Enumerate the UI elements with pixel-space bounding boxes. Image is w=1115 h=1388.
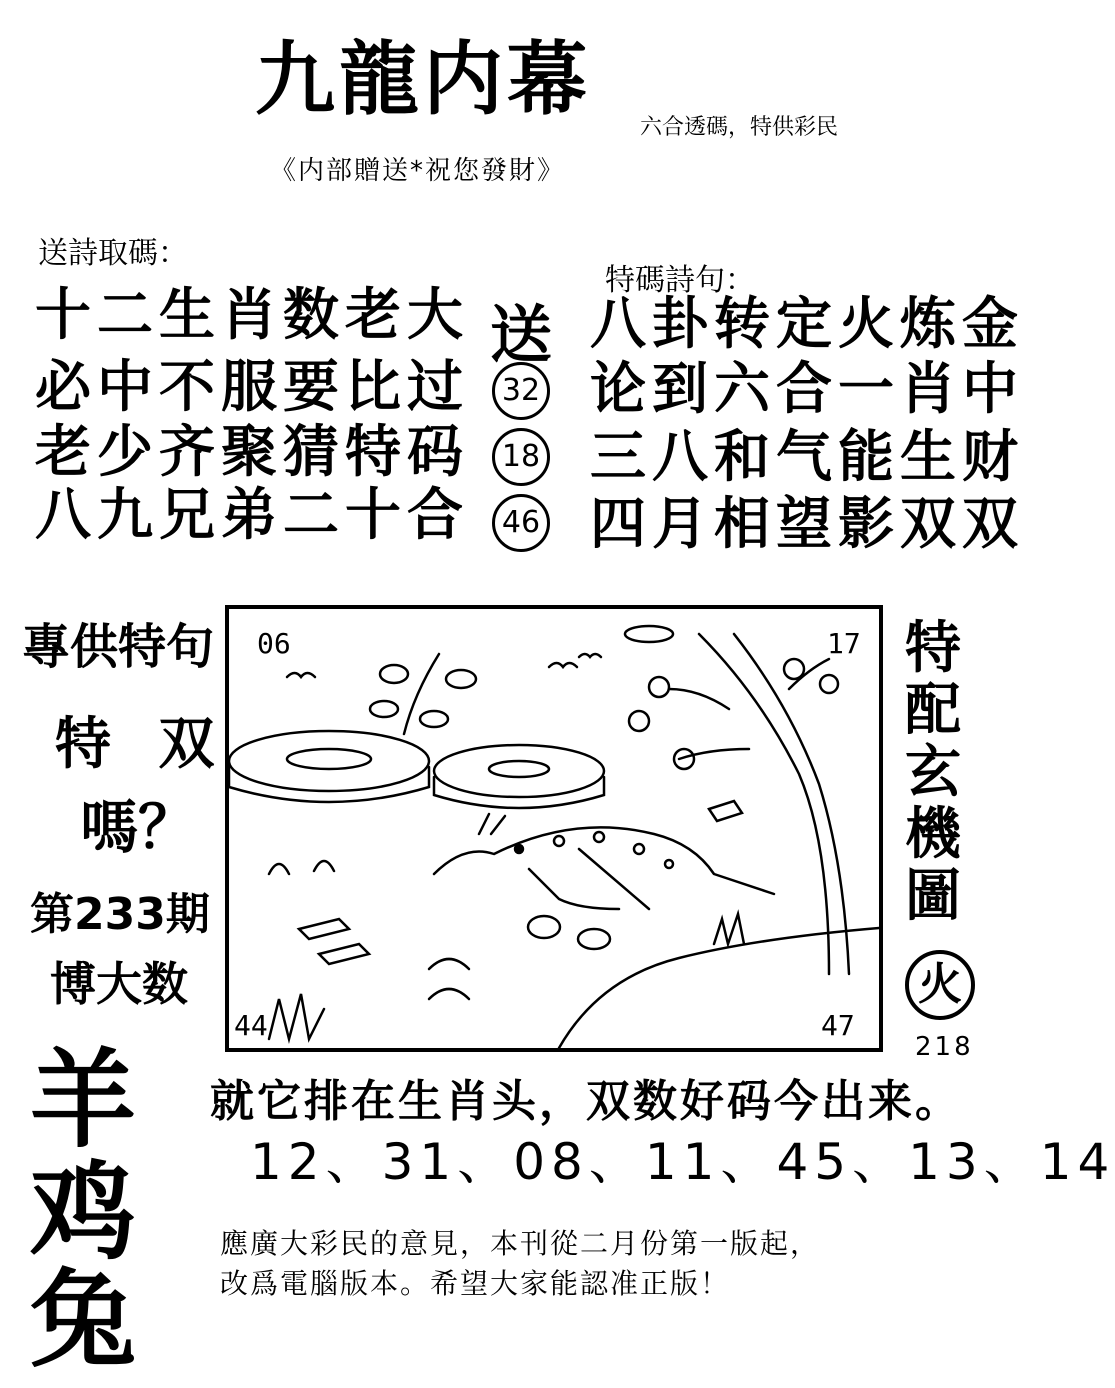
bird-icon bbox=[579, 654, 601, 657]
fruit bbox=[629, 711, 649, 731]
small-flame bbox=[269, 861, 334, 874]
stone-disc bbox=[229, 731, 429, 791]
grass bbox=[269, 994, 324, 1039]
paper-scroll bbox=[709, 801, 742, 821]
vertical-char: 特 bbox=[905, 616, 961, 681]
bird-icon bbox=[549, 663, 577, 667]
corner-number-top-right: 17 bbox=[827, 627, 861, 660]
deer-spot bbox=[515, 845, 523, 853]
leaf bbox=[446, 670, 476, 688]
right-poem-line: 四月相望影双双 bbox=[590, 492, 1024, 557]
leaf bbox=[380, 665, 408, 683]
leaf bbox=[370, 701, 398, 717]
leaf bbox=[420, 711, 448, 727]
leaf bbox=[528, 916, 560, 938]
slogan: 就它排在生肖头，双数好码今出来。 bbox=[210, 1076, 962, 1127]
line-drawing-illustration bbox=[229, 609, 879, 1048]
tagline-right: 六合透碼，特供彩民 bbox=[640, 115, 839, 140]
code-number: 218 bbox=[915, 1032, 974, 1062]
left-poem-line: 必中不服要比过 bbox=[35, 355, 469, 420]
corner-number-bottom-left: 44 bbox=[234, 1009, 268, 1042]
right-poem-line: 八卦转定火炼金 bbox=[590, 292, 1024, 357]
bird-icon bbox=[287, 673, 315, 677]
zodiac-rooster: 鸡 bbox=[30, 1151, 136, 1274]
song-marker: 送 bbox=[490, 298, 553, 371]
circled-number: 18 bbox=[492, 428, 550, 486]
right-poem-heading: 特碼詩句： bbox=[605, 263, 755, 298]
tree-branch bbox=[669, 659, 829, 759]
deer-spot bbox=[594, 832, 604, 842]
zodiac-rabbit: 兔 bbox=[30, 1259, 136, 1382]
notice-line: 改爲電腦版本。希望大家能認准正版！ bbox=[220, 1267, 731, 1300]
page-title: 九龍内幕 bbox=[255, 33, 591, 126]
stone-disc-edge bbox=[229, 767, 429, 802]
special-question: 嗎？ bbox=[80, 793, 197, 861]
fruit bbox=[649, 677, 669, 697]
left-poem-line: 八九兄弟二十合 bbox=[35, 483, 469, 548]
vertical-label bbox=[898, 618, 968, 928]
issue-number: 第233期 bbox=[30, 889, 210, 940]
bet-label: 博大数 bbox=[50, 957, 188, 1011]
paper-scroll bbox=[299, 919, 369, 964]
puzzle-picture bbox=[225, 605, 883, 1052]
deer-spot bbox=[554, 836, 564, 846]
vertical-char: 配 bbox=[905, 678, 961, 743]
left-poem-line: 老少齐聚猜特码 bbox=[35, 420, 469, 485]
corner-number-bottom-right: 47 bbox=[821, 1009, 855, 1042]
leaf bbox=[429, 959, 469, 999]
stone-disc-hole bbox=[287, 749, 371, 769]
leaf bbox=[578, 929, 610, 949]
tagline-center: 《内部贈送*祝您發財》 bbox=[270, 156, 566, 186]
right-poem-line: 论到六合一肖中 bbox=[590, 357, 1024, 422]
fruit bbox=[674, 749, 694, 769]
fire-element-badge: 火 bbox=[905, 950, 975, 1020]
number-list: 12、31、08、11、45、13、14 bbox=[250, 1133, 1115, 1191]
vertical-char: 玄 bbox=[905, 740, 961, 805]
left-poem-line: 十二生肖数老大 bbox=[35, 283, 469, 348]
vertical-char: 機 bbox=[905, 802, 961, 867]
zodiac-sheep: 羊 bbox=[30, 1039, 136, 1162]
circled-number: 32 bbox=[492, 362, 550, 420]
corner-number-top-left: 06 bbox=[257, 627, 291, 660]
stone-disc bbox=[434, 745, 604, 797]
fruit bbox=[784, 659, 804, 679]
deer-spot bbox=[665, 860, 673, 868]
left-poem-heading: 送詩取碼： bbox=[38, 236, 188, 271]
fruit bbox=[820, 675, 838, 693]
deer-spot bbox=[634, 844, 644, 854]
grass bbox=[714, 914, 744, 944]
stone-disc-edge bbox=[434, 777, 604, 808]
deer-ears bbox=[479, 814, 505, 834]
right-poem-line: 三八和气能生财 bbox=[590, 425, 1024, 490]
special-label: 專供特句 bbox=[22, 619, 215, 675]
circled-number: 46 bbox=[492, 494, 550, 552]
notice-line: 應廣大彩民的意見，本刊從二月份第一版起， bbox=[220, 1227, 821, 1260]
vertical-char: 圖 bbox=[905, 864, 961, 929]
leaf bbox=[625, 626, 673, 642]
stone-disc-hole bbox=[489, 761, 549, 777]
special-value: 特 双 bbox=[55, 712, 229, 777]
